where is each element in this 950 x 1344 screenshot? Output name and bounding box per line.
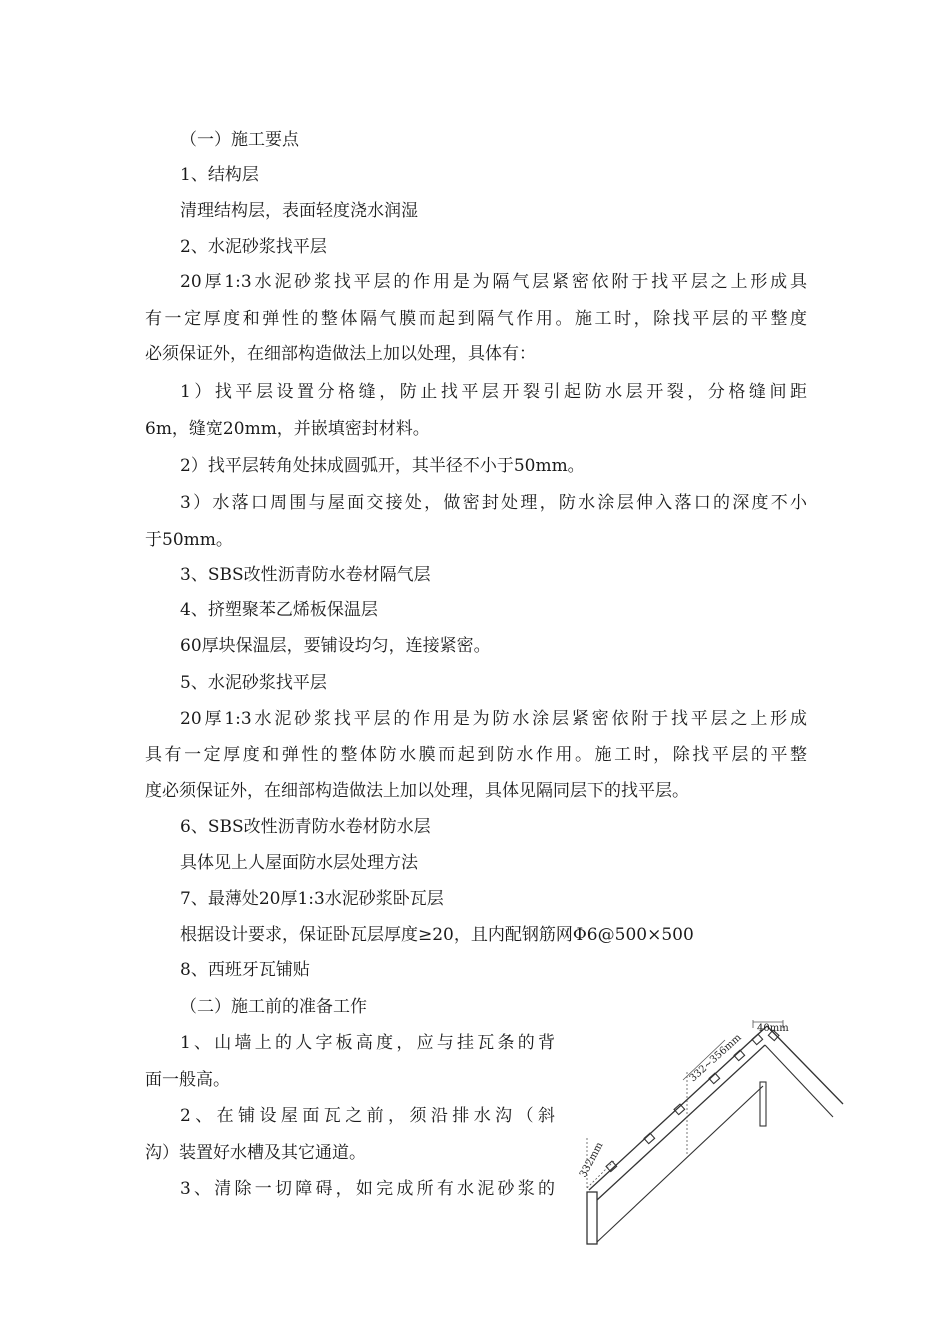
subheading-leveling-layer: 2、水泥砂浆找平层 xyxy=(180,237,327,257)
dim-label-slope: 332~356mm xyxy=(687,1032,744,1085)
dim-label-left: 332mm xyxy=(577,1140,606,1180)
roof-tile-diagram xyxy=(575,1020,845,1250)
paragraph-line: 具体见上人屋面防水层处理方法 xyxy=(180,853,418,873)
paragraph-line: 具有一定厚度和弹性的整体防水膜而起到防水作用。施工时，除找平层的平整 xyxy=(145,745,807,765)
paragraph-line: 20厚1:3水泥砂浆找平层的作用是为防水涂层紧密依附于找平层之上形成 xyxy=(180,709,807,729)
subheading-vapor-barrier: 3、SBS改性沥青防水卷材隔气层 xyxy=(180,565,431,585)
paragraph-line: 3、清除一切障碍，如完成所有水泥砂浆的 xyxy=(180,1179,555,1199)
paragraph-line: 清理结构层，表面轻度浇水润湿 xyxy=(180,201,418,221)
section-heading-2: （二）施工前的准备工作 xyxy=(180,997,367,1017)
paragraph-line: 60厚块保温层，要铺设均匀，连接紧密。 xyxy=(180,636,491,656)
paragraph-line: 有一定厚度和弹性的整体隔气膜而起到隔气作用。施工时，除找平层的平整度 xyxy=(145,309,807,329)
left-slope-inner xyxy=(597,1045,765,1200)
paragraph-line: 2）找平层转角处抹成圆弧开，其半径不小于50mm。 xyxy=(180,456,585,476)
subheading-tile-bed-layer: 7、最薄处20厚1:3水泥砂浆卧瓦层 xyxy=(180,889,444,909)
subheading-leveling-layer-2: 5、水泥砂浆找平层 xyxy=(180,673,327,693)
paragraph-line: 2、在铺设屋面瓦之前，须沿排水沟（斜 xyxy=(180,1106,555,1126)
fascia-board xyxy=(587,1192,597,1244)
paragraph-line: 度必须保证外，在细部构造做法上加以处理，具体见隔同层下的找平层。 xyxy=(145,781,689,801)
paragraph-line: 3）水落口周围与屋面交接处，做密封处理，防水涂层伸入落口的深度不小 xyxy=(180,493,807,513)
section-heading-1: （一）施工要点 xyxy=(180,130,299,150)
subheading-waterproof-layer: 6、SBS改性沥青防水卷材防水层 xyxy=(180,817,431,837)
paragraph-line: 必须保证外，在细部构造做法上加以处理，具体有： xyxy=(145,344,536,364)
paragraph-line: 1、山墙上的人字板高度，应与挂瓦条的背 xyxy=(180,1033,555,1053)
paragraph-line: 1）找平层设置分格缝，防止找平层开裂引起防水层开裂，分格缝间距 xyxy=(180,382,807,402)
left-slope-underside xyxy=(597,1086,763,1242)
subheading-structure-layer: 1、结构层 xyxy=(180,165,259,185)
right-slope-outer xyxy=(767,1026,843,1104)
subheading-insulation-layer: 4、挤塑聚苯乙烯板保温层 xyxy=(180,600,378,620)
subheading-spanish-tile: 8、西班牙瓦铺贴 xyxy=(180,960,310,980)
paragraph-line: 20厚1:3水泥砂浆找平层的作用是为隔气层紧密依附于找平层之上形成具 xyxy=(180,272,807,292)
paragraph-line: 沟）装置好水槽及其它通道。 xyxy=(145,1143,366,1163)
paragraph-line: 面一般高。 xyxy=(145,1070,230,1090)
right-slope-inner xyxy=(765,1045,833,1117)
paragraph-line: 根据设计要求，保证卧瓦层厚度≥20，且内配钢筋网Φ6@500×500 xyxy=(180,925,694,945)
dim-label-top: 40mm xyxy=(757,1023,789,1034)
paragraph-line: 6m，缝宽20mm，并嵌填密封材料。 xyxy=(145,419,430,439)
paragraph-line: 于50mm。 xyxy=(145,530,233,550)
